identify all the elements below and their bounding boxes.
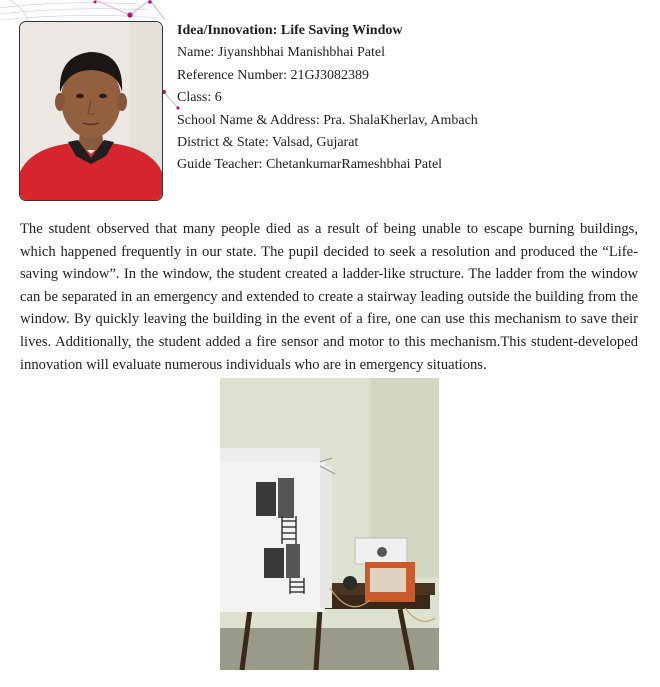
- idea-title: Idea/Innovation: Life Saving Window: [177, 23, 403, 38]
- student-info: [177, 20, 478, 177]
- district-state: District & State: Valsad, Gujarat: [177, 135, 359, 151]
- model-photo: [220, 378, 439, 670]
- student-name: Name: Jiyanshbhai Manishbhai Patel: [177, 45, 386, 61]
- guide-teacher: Guide Teacher: ChetankumarRameshbhai Patel: [177, 157, 443, 173]
- description-paragraph: The student observed that many people died as a result of being unable to escape burning buildings, which happened frequently in our state. The pupil decided to seek a resolution and produced the “Life-saving window”. In the window, the student created a ladder-like structure. The ladder from the window can be separated in an emergency and extended to create a stairway leading outside the building from the window. By quickly leaving the building in the event of a fire, one can use this mechanism to save their lives. Additionally, the student added a fire sensor and motor to this mechanism.This student-developed innovation will evaluate numerous individuals who are in emergency situations.: [20, 221, 638, 373]
- reference-number: Reference Number: 21GJ3082389: [177, 67, 370, 83]
- student-photo: [19, 21, 163, 201]
- school-name-address: School Name & Address: Pra. ShalaKherlav, Ambach: [177, 112, 478, 128]
- student-class: Class: 6: [177, 90, 222, 106]
